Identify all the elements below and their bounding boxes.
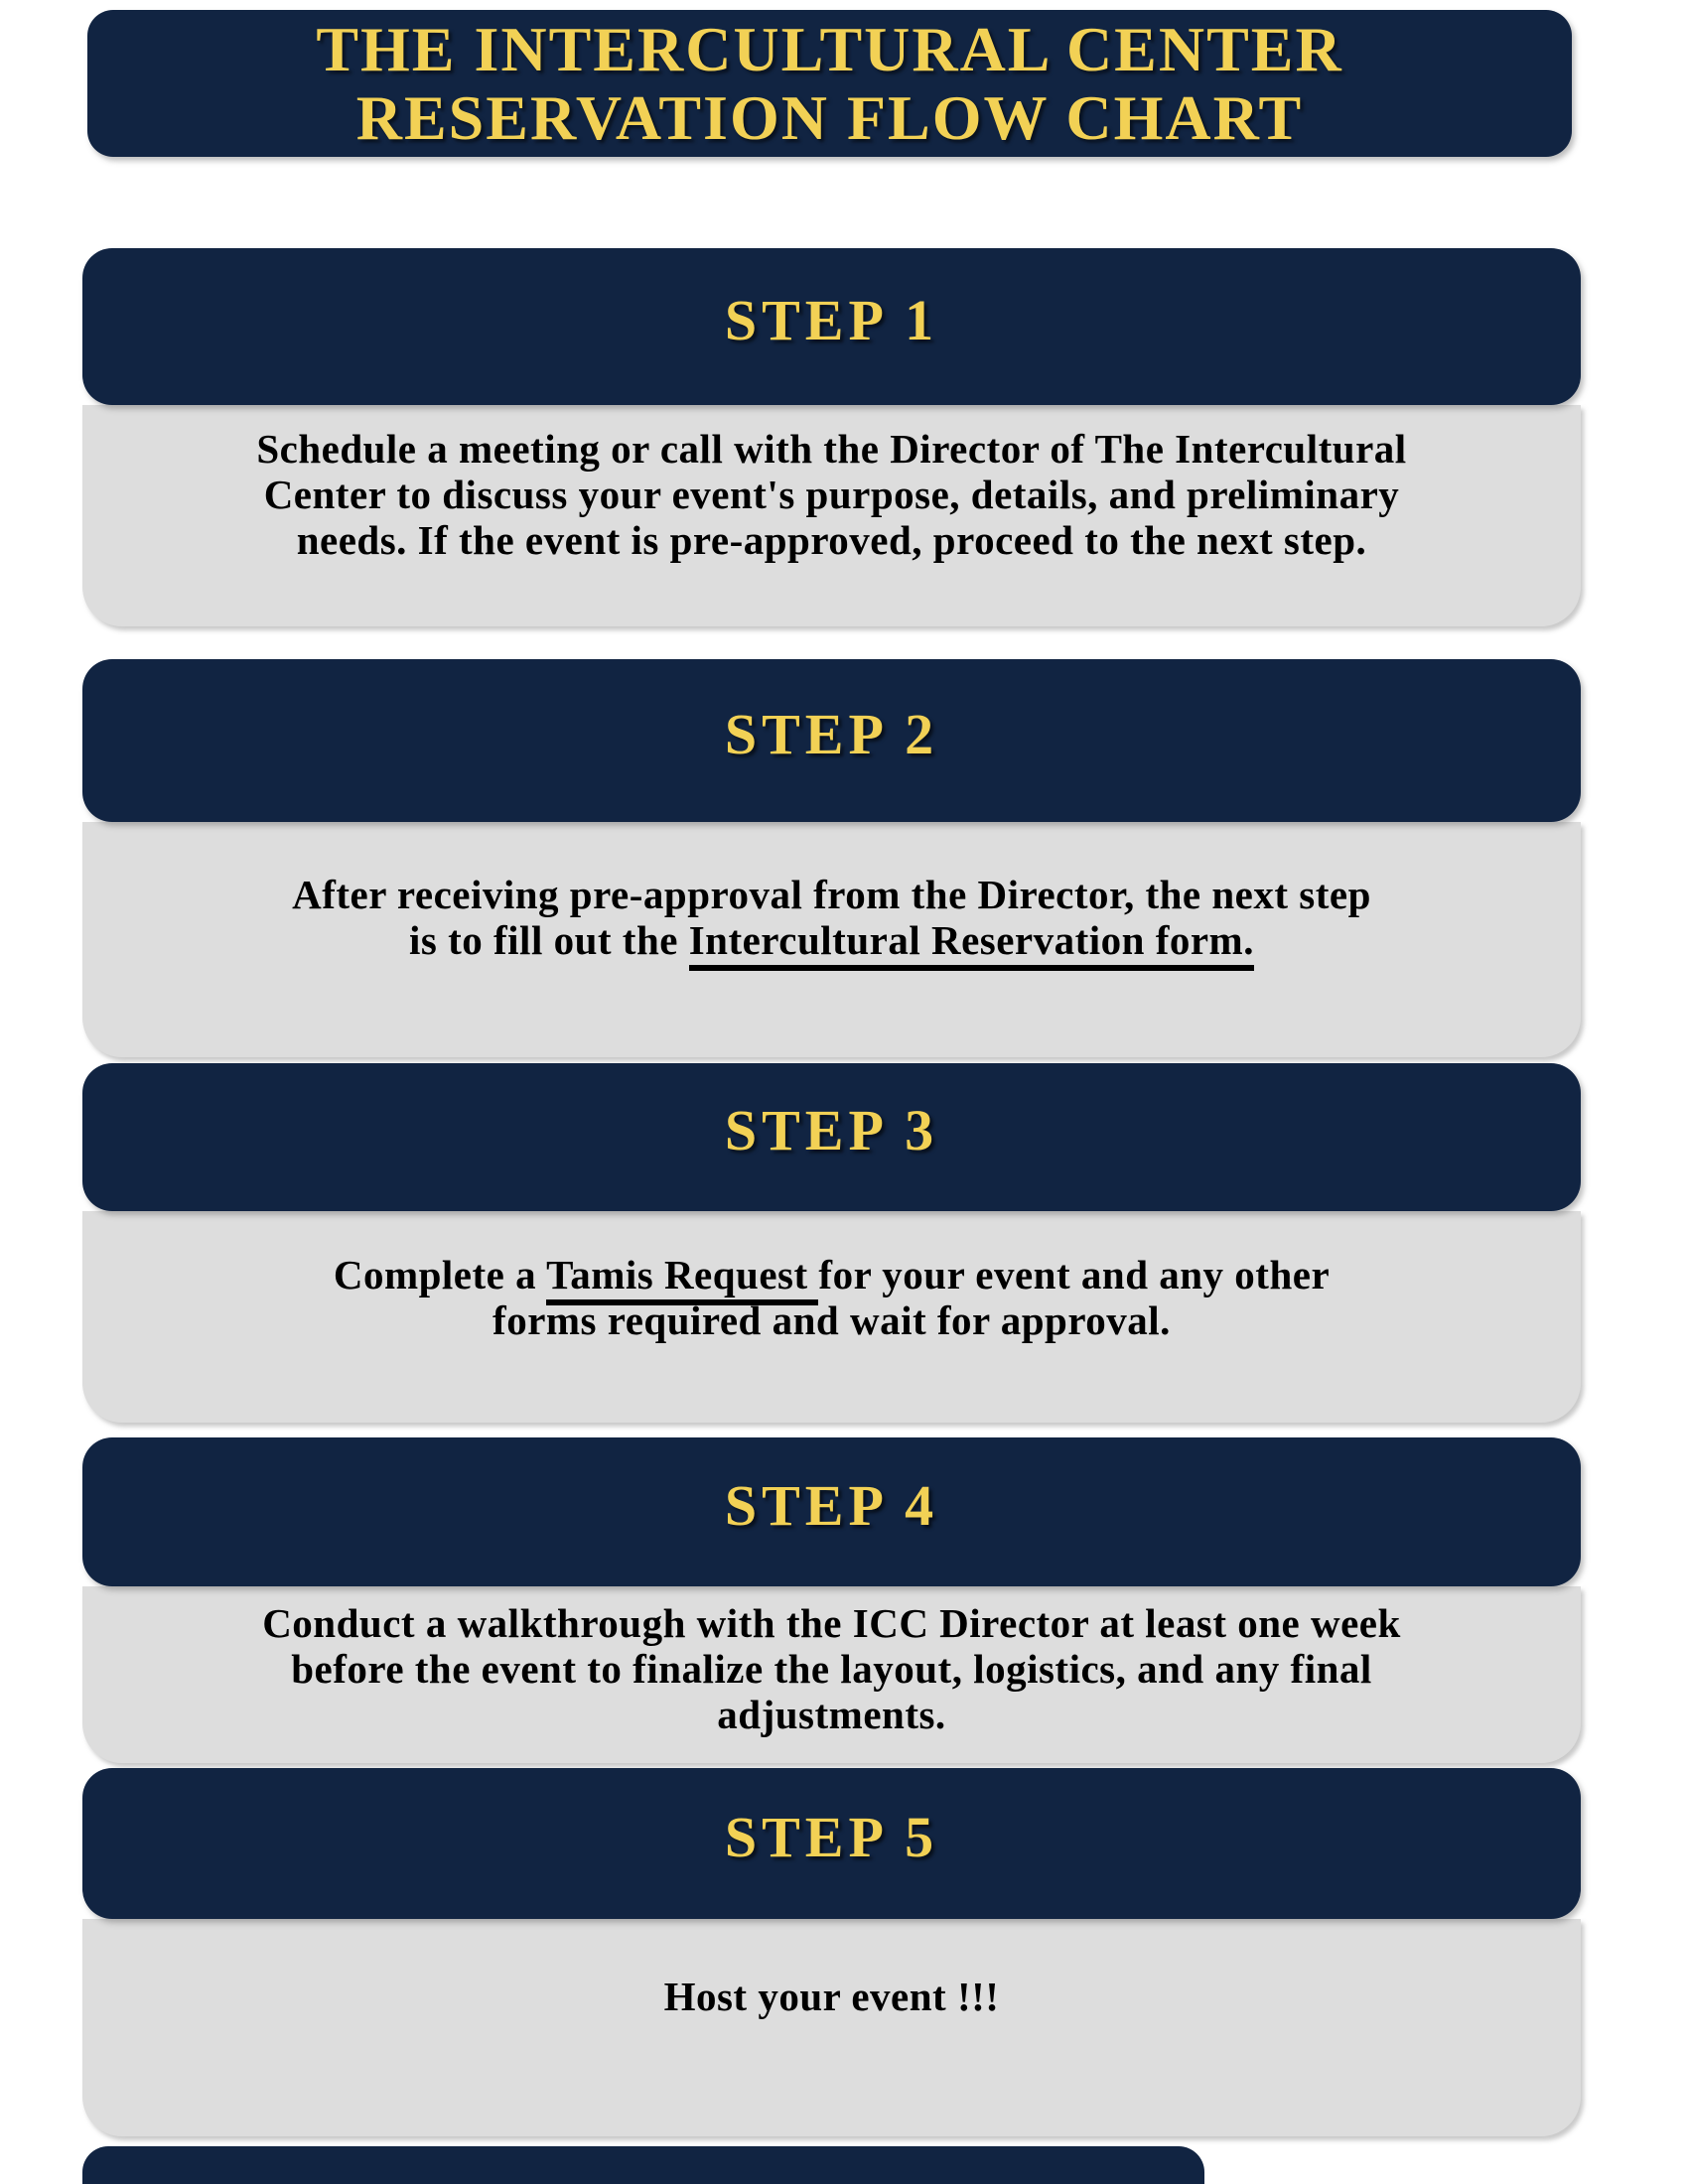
text-line [409,917,1254,963]
step-3-label: STEP 3 [724,1098,939,1162]
text-segment: adjustments. [717,1692,946,1737]
step-3-body [82,1211,1581,1423]
step-4-body [82,1586,1581,1763]
text-line [297,517,1367,563]
text-line [664,1974,1000,2019]
step-5-label: STEP 5 [724,1804,939,1869]
step-2-body [82,822,1581,1057]
text-segment: Host your event !!! [663,1973,1000,2019]
text-line [291,1646,1372,1692]
text-line [334,1252,1330,1297]
text-segment: is to fill out the [409,916,689,963]
step-1-label: STEP 1 [724,287,939,352]
text-segment: Center to discuss your event's purpose, details, and preliminary [263,471,1400,517]
text-segment: forms required and wait for approval. [492,1297,1171,1343]
step-2-label: STEP 2 [724,701,939,766]
step-1-banner [82,248,1581,405]
text-segment: needs. If the event is pre-approved, proceed to the next step. [296,516,1367,563]
flowchart-title-box [87,10,1572,157]
text-segment: before the event to finalize the layout, logistics, and any final [291,1646,1372,1692]
text-segment: Conduct a walkthrough with the ICC Director at least one week [262,1600,1401,1646]
text-line [264,472,1400,517]
flowchart-title-line2: RESERVATION FLOW CHART [355,82,1304,153]
text-line [262,1600,1401,1646]
text-segment: for your event and any other [818,1251,1331,1297]
step-3-banner [82,1063,1581,1211]
step-4-banner [82,1437,1581,1586]
step-5-banner [82,1768,1581,1919]
text-segment: After receiving pre-approval from the Director, the next step [292,871,1371,917]
step-1-body [82,405,1581,626]
cutoff-next-banner [82,2146,1204,2184]
text-line [292,872,1371,917]
step-4-label: STEP 4 [724,1472,939,1538]
text-segment: Complete a [333,1251,547,1297]
intercultural-reservation-form-link[interactable]: Intercultural Reservation form. [689,917,1254,971]
text-segment: Schedule a meeting or call with the Director of The Intercultural [256,425,1407,472]
text-line [256,426,1406,472]
step-5-body [82,1919,1581,2136]
tamis-request-link[interactable]: Tamis Request [546,1252,818,1305]
text-line [717,1692,945,1737]
text-line [492,1297,1171,1343]
step-2-banner [82,659,1581,822]
flowchart-title-line1: THE INTERCULTURAL CENTER [316,14,1343,84]
